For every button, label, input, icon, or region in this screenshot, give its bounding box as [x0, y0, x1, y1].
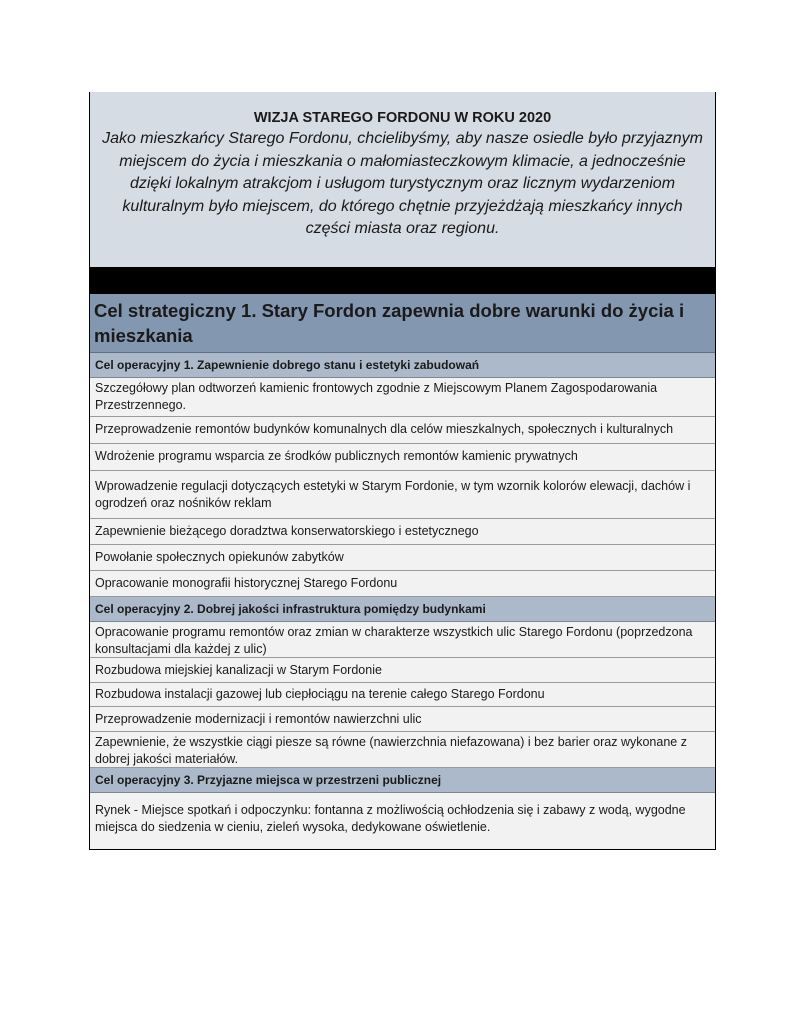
task-row: Wprowadzenie regulacji dotyczących estetyki w Starym Fordonie, w tym wzornik kolorów elewacji, dachów i ogrodzeń oraz nośników reklam [90, 471, 715, 519]
vision-section [90, 92, 715, 267]
task-row: Wdrożenie programu wsparcia ze środków publicznych remontów kamienic prywatnych [90, 444, 715, 471]
divider-band [90, 267, 715, 294]
task-row: Zapewnienie bieżącego doradztwa konserwatorskiego i estetycznego [90, 519, 715, 545]
operational-goal-heading: Cel operacyjny 1. Zapewnienie dobrego stanu i estetyki zabudowań [90, 353, 715, 378]
task-row: Rynek - Miejsce spotkań i odpoczynku: fontanna z możliwością ochłodzenia się i zabawy z wodą, wygodne miejsca do siedzenia w cieniu, zieleń wysoka, dedykowane oświetlenie. [90, 793, 715, 849]
task-row: Rozbudowa instalacji gazowej lub ciepłociągu na terenie całego Starego Fordonu [90, 683, 715, 707]
task-row: Zapewnienie, że wszystkie ciągi piesze są równe (nawierzchnia niefazowana) i bez barier oraz wykonane z dobrej jakości materiałów. [90, 732, 715, 768]
task-row: Rozbudowa miejskiej kanalizacji w Starym Fordonie [90, 658, 715, 683]
task-row: Opracowanie monografii historycznej Starego Fordonu [90, 571, 715, 597]
task-row: Przeprowadzenie modernizacji i remontów nawierzchni ulic [90, 707, 715, 732]
task-row: Powołanie społecznych opiekunów zabytków [90, 545, 715, 571]
strategic-goal-heading: Cel strategiczny 1. Stary Fordon zapewnia dobre warunki do życia i mieszkania [90, 294, 715, 353]
operational-goal-heading: Cel operacyjny 3. Przyjazne miejsca w przestrzeni publicznej [90, 768, 715, 793]
task-row: Opracowanie programu remontów oraz zmian w charakterze wszystkich ulic Starego Fordonu (poprzedzona konsultacjami dla każdej z ulic) [90, 622, 715, 658]
vision-text: Jako mieszkańcy Starego Fordonu, chcielibyśmy, aby nasze osiedle było przyjaznym miejscem do życia i mieszkania o małomiasteczkowym klimacie, a jednocześnie dzięki lokalnym atrakcjom i usługom turystycznym oraz licznym wydarzeniom kulturalnym było miejscem, do którego chętnie przyjeżdżają mieszkańcy innych części miasta oraz regionu. [102, 130, 703, 237]
strategy-document [89, 92, 716, 850]
vision-title: WIZJA STAREGO FORDONU W ROKU 2020 [253, 110, 552, 126]
operational-goal-heading: Cel operacyjny 2. Dobrej jakości infrastruktura pomiędzy budynkami [90, 597, 715, 622]
task-row: Przeprowadzenie remontów budynków komunalnych dla celów mieszkalnych, społecznych i kulturalnych [90, 417, 715, 444]
task-row: Szczegółowy plan odtworzeń kamienic frontowych zgodnie z Miejscowym Planem Zagospodarowania Przestrzennego. [90, 378, 715, 417]
